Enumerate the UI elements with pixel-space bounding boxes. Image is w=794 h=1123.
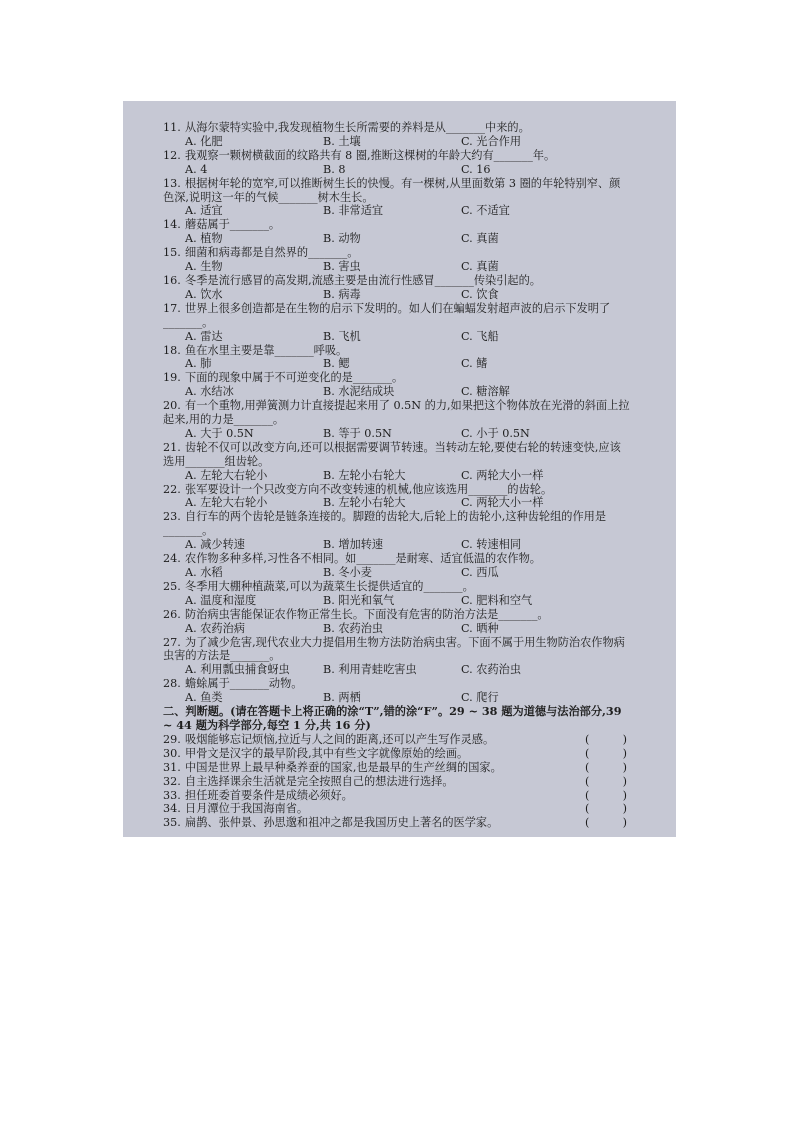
answer-parentheses <box>585 775 631 789</box>
judgment-item <box>163 775 631 789</box>
question-number: 16. <box>163 273 181 287</box>
judgment-text: 日月潭位于我国海南省。 <box>185 802 309 816</box>
question-number: 23. <box>163 510 181 524</box>
answer-option: B. 阳光和氧气 <box>323 593 395 607</box>
question-item <box>163 246 631 274</box>
answer-options <box>163 232 631 246</box>
question-number: 28. <box>163 677 181 691</box>
answer-option: C. 真菌 <box>461 260 499 274</box>
question-number: 20. <box>163 399 181 413</box>
answer-option: A. 化肥 <box>185 134 223 148</box>
answer-option: A. 肺 <box>185 357 212 371</box>
answer-option: C. 农药治虫 <box>461 663 522 677</box>
question-item <box>163 552 631 580</box>
answer-options <box>163 622 631 636</box>
judgment-text: 自主选择课余生活就是完全按照自己的想法进行选择。 <box>185 774 454 788</box>
answer-options <box>163 357 631 371</box>
question-stem: 自行车的两个齿轮是链条连接的。脚蹬的齿轮大,后轮上的齿轮小,这种齿轮组的作用是_______。 <box>163 510 607 538</box>
question-item <box>163 483 631 511</box>
answer-option: A. 适宜 <box>185 204 223 218</box>
answer-option: C. 光合作用 <box>461 134 522 148</box>
question-item <box>163 371 631 399</box>
paren-close: ) <box>622 732 627 746</box>
answer-option: A. 饮水 <box>185 287 223 301</box>
question-stem: 为了减少危害,现代农业大力提倡用生物方法防治病虫害。下面不属于用生物防治农作物病虫害的方法是_______。 <box>163 635 625 663</box>
question-number: 12. <box>163 148 181 162</box>
question-item <box>163 510 631 552</box>
question-item <box>163 441 631 483</box>
question-text <box>163 441 631 469</box>
question-text <box>163 608 631 622</box>
scanned-page <box>123 101 676 837</box>
judgment-number: 33. <box>163 788 181 802</box>
answer-option: B. 害虫 <box>323 260 361 274</box>
judgment-text: 吸烟能够忘记烦恼,拉近与人之间的距离,还可以产生写作灵感。 <box>185 732 495 746</box>
question-stem: 防治病虫害能保证农作物正常生长。下面没有危害的防治方法是_______。 <box>185 607 549 621</box>
answer-option: C. 肥料和空气 <box>461 593 533 607</box>
question-number: 21. <box>163 440 181 454</box>
answer-option: C. 转速相同 <box>461 538 522 552</box>
answer-option: B. 水泥结成块 <box>323 385 395 399</box>
question-number: 11. <box>163 121 181 134</box>
question-number: 25. <box>163 579 181 593</box>
judgment-text: 甲骨文是汉字的最早阶段,其中有些文字就像原始的绘画。 <box>185 746 469 760</box>
answer-option: B. 等于 0.5N <box>323 426 392 440</box>
answer-options <box>163 135 631 149</box>
answer-option: B. 土壤 <box>323 134 361 148</box>
answer-parentheses <box>585 816 631 830</box>
question-number: 14. <box>163 218 181 232</box>
judgment-item <box>163 761 631 775</box>
question-number: 17. <box>163 301 181 315</box>
answer-option: C. 16 <box>461 162 491 176</box>
answer-option: A. 鱼类 <box>185 691 223 705</box>
answer-option: B. 8 <box>323 162 346 176</box>
question-stem: 世界上很多创造都是在生物的启示下发明的。如人们在蝙蝠发射超声波的启示下发明了_______。 <box>163 301 611 329</box>
question-item <box>163 274 631 302</box>
question-number: 19. <box>163 371 181 385</box>
answer-option: C. 糖溶解 <box>461 385 510 399</box>
answer-option: A. 水结冰 <box>185 385 234 399</box>
answer-option: A. 4 <box>185 162 208 176</box>
answer-parentheses <box>585 802 631 816</box>
answer-options <box>163 260 631 274</box>
paren-close: ) <box>622 802 627 816</box>
answer-option: A. 水稻 <box>185 566 223 579</box>
answer-options <box>163 691 631 705</box>
judgment-number: 34. <box>163 802 181 816</box>
answer-parentheses <box>585 733 631 747</box>
answer-option: B. 冬小麦 <box>323 566 372 579</box>
answer-option: A. 植物 <box>185 232 223 246</box>
question-text <box>163 552 631 566</box>
question-stem: 下面的现象中属于不可逆变化的是_______。 <box>185 371 404 385</box>
answer-option: C. 西瓜 <box>461 566 499 579</box>
paren-open: ( <box>585 816 590 830</box>
question-number: 13. <box>163 176 181 190</box>
question-text <box>163 483 631 497</box>
question-stem: 农作物多种多样,习性各不相同。如_______是耐寒、适宜低温的农作物。 <box>185 552 541 566</box>
answer-options <box>163 469 631 483</box>
judgment-item <box>163 816 631 830</box>
question-number: 24. <box>163 552 181 566</box>
answer-option: C. 飞船 <box>461 329 499 343</box>
judgment-statement <box>163 789 353 803</box>
true-false-questions <box>163 733 631 830</box>
paren-close: ) <box>622 788 627 802</box>
exam-content <box>163 121 631 830</box>
answer-option: A. 雷达 <box>185 329 223 343</box>
question-stem: 我观察一颗树横截面的纹路共有 8 圈,推断这棵树的年龄大约有_______年。 <box>185 148 556 162</box>
question-number: 26. <box>163 607 181 621</box>
paren-close: ) <box>622 816 627 830</box>
question-number: 22. <box>163 482 181 496</box>
judgment-text: 担任班委首要条件是成绩必须好。 <box>185 788 353 802</box>
answer-option: B. 增加转速 <box>323 538 384 552</box>
judgment-item <box>163 802 631 816</box>
question-text <box>163 344 631 358</box>
judgment-text: 中国是世界上最早种桑养蚕的国家,也是最早的生产丝绸的国家。 <box>185 760 502 774</box>
question-item <box>163 399 631 441</box>
question-item <box>163 580 631 608</box>
judgment-statement <box>163 733 494 747</box>
judgment-statement <box>163 775 454 789</box>
paren-open: ( <box>585 788 590 802</box>
judgment-number: 29. <box>163 732 181 746</box>
answer-options <box>163 496 631 510</box>
question-text <box>163 371 631 385</box>
paren-open: ( <box>585 746 590 760</box>
paren-open: ( <box>585 802 590 816</box>
judgment-item <box>163 789 631 803</box>
question-item <box>163 302 631 344</box>
question-stem: 从海尔蒙特实验中,我发现植物生长所需要的养料是从_______中来的。 <box>185 121 530 134</box>
judgment-text: 扁鹊、张仲景、孙思邈和祖冲之都是我国历史上著名的医学家。 <box>185 816 499 830</box>
judgment-item <box>163 733 631 747</box>
answer-options <box>163 385 631 399</box>
paren-close: ) <box>622 774 627 788</box>
judgment-number: 31. <box>163 760 181 774</box>
paren-open: ( <box>585 732 590 746</box>
answer-option: B. 两栖 <box>323 691 361 705</box>
answer-option: C. 真菌 <box>461 232 499 246</box>
answer-option: B. 非常适宜 <box>323 204 384 218</box>
question-text <box>163 677 631 691</box>
answer-option: B. 农药治虫 <box>323 621 384 635</box>
answer-option: B. 利用青蛙吃害虫 <box>323 663 417 677</box>
answer-option: A. 温度和湿度 <box>185 593 257 607</box>
answer-option: B. 鳃 <box>323 357 350 371</box>
answer-option: C. 不适宜 <box>461 204 510 218</box>
answer-option: B. 动物 <box>323 232 361 246</box>
question-text <box>163 274 631 288</box>
paren-open: ( <box>585 774 590 788</box>
question-text <box>163 399 631 427</box>
answer-option: C. 小于 0.5N <box>461 426 530 440</box>
answer-options <box>163 566 631 580</box>
question-text <box>163 302 631 330</box>
question-item <box>163 677 631 705</box>
answer-parentheses <box>585 747 631 761</box>
question-text <box>163 121 631 135</box>
question-number: 18. <box>163 343 181 357</box>
answer-option: A. 左轮大右轮小 <box>185 496 268 510</box>
section-heading: 二、判断题。(请在答题卡上将正确的涂“T”,错的涂“F”。29 ~ 38 题为道德与法治部分,39 ~ 44 题为科学部分,每空 1 分,共 16 分) <box>163 704 622 732</box>
paren-close: ) <box>622 760 627 774</box>
question-stem: 齿轮不仅可以改变方向,还可以根据需要调节转速。当转动左轮,要使右轮的转速变快,应该选用_______组齿轮。 <box>163 440 621 468</box>
judgment-statement <box>163 816 498 830</box>
answer-options <box>163 204 631 218</box>
answer-options <box>163 594 631 608</box>
multiple-choice-questions <box>163 121 631 705</box>
question-text <box>163 510 631 538</box>
question-item <box>163 608 631 636</box>
answer-option: C. 鳍 <box>461 357 488 371</box>
question-stem: 有一个重物,用弹簧测力计直接提起来用了 0.5N 的力,如果把这个物体放在光滑的斜面上拉起来,用的力是_______。 <box>163 399 630 427</box>
answer-option: C. 两轮大小一样 <box>461 468 544 482</box>
question-text <box>163 246 631 260</box>
question-number: 27. <box>163 635 181 649</box>
question-stem: 张军要设计一个只改变方向不改变转速的机械,他应该选用_______的齿轮。 <box>185 482 553 496</box>
answer-parentheses <box>585 789 631 803</box>
question-item <box>163 344 631 372</box>
answer-option: C. 两轮大小一样 <box>461 496 544 510</box>
question-item <box>163 218 631 246</box>
question-text <box>163 177 631 205</box>
question-item <box>163 636 631 678</box>
answer-options <box>163 663 631 677</box>
answer-option: A. 大于 0.5N <box>185 426 254 440</box>
answer-options <box>163 427 631 441</box>
answer-option: A. 生物 <box>185 260 223 274</box>
question-text <box>163 218 631 232</box>
question-stem: 鱼在水里主要是靠_______呼吸。 <box>185 343 348 357</box>
question-stem: 冬季是流行感冒的高发期,流感主要是由流行性感冒_______传染引起的。 <box>185 273 541 287</box>
judgment-statement <box>163 802 308 816</box>
paren-close: ) <box>622 746 627 760</box>
question-stem: 细菌和病毒都是自然界的_______。 <box>185 246 359 260</box>
judgment-number: 30. <box>163 746 181 760</box>
judgment-number: 35. <box>163 816 181 830</box>
question-item <box>163 149 631 177</box>
answer-option: C. 饮食 <box>461 287 499 301</box>
answer-parentheses <box>585 761 631 775</box>
answer-option: A. 利用瓢虫捕食蚜虫 <box>185 663 290 677</box>
judgment-item <box>163 747 631 761</box>
answer-option: C. 爬行 <box>461 691 499 705</box>
answer-options <box>163 163 631 177</box>
judgment-statement <box>163 747 468 761</box>
question-stem: 冬季用大棚种植蔬菜,可以为蔬菜生长提供适宜的_______。 <box>185 579 474 593</box>
question-text <box>163 580 631 594</box>
answer-option: A. 左轮大右轮小 <box>185 468 268 482</box>
answer-option: B. 左轮小右轮大 <box>323 496 406 510</box>
question-item <box>163 121 631 149</box>
question-stem: 根据树年轮的宽窄,可以推断树生长的快慢。有一棵树,从里面数第 3 圈的年轮特别窄、颜色深,说明这一年的气候_______树木生长。 <box>163 176 621 204</box>
question-item <box>163 177 631 219</box>
question-stem: 蟾蜍属于_______动物。 <box>185 677 303 691</box>
answer-option: C. 晒种 <box>461 621 499 635</box>
question-number: 15. <box>163 246 181 260</box>
paren-open: ( <box>585 760 590 774</box>
answer-option: B. 飞机 <box>323 329 361 343</box>
answer-option: B. 病毒 <box>323 287 361 301</box>
question-text <box>163 149 631 163</box>
judgment-statement <box>163 761 502 775</box>
answer-options <box>163 538 631 552</box>
answer-options <box>163 330 631 344</box>
answer-option: A. 农药治病 <box>185 621 245 635</box>
answer-options <box>163 288 631 302</box>
answer-option: B. 左轮小右轮大 <box>323 468 406 482</box>
question-text <box>163 636 631 664</box>
judgment-number: 32. <box>163 774 181 788</box>
answer-option: A. 减少转速 <box>185 538 245 552</box>
question-stem: 蘑菇属于_______。 <box>185 218 281 232</box>
